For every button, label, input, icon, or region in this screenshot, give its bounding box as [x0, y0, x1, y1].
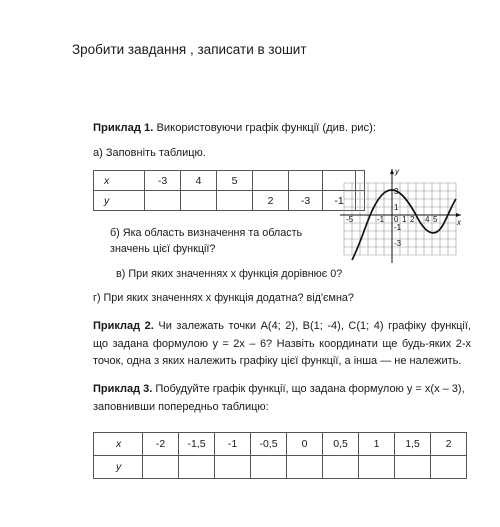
- table-x-label: x: [94, 433, 143, 456]
- table-cell: [253, 171, 289, 191]
- tick-label: -3: [394, 239, 402, 248]
- table-cell: 0,5: [323, 433, 359, 456]
- table-cell: 5: [217, 171, 253, 191]
- table-cell: [289, 171, 323, 191]
- example-1-part-b: б) Яка область визначення та область значень цієї функції?: [110, 227, 303, 255]
- example-1-part-v: в) При яких значеннях x функція дорівнює 0?: [116, 268, 343, 280]
- tick-label: -1: [394, 223, 402, 232]
- table-cell: 1,5: [395, 433, 431, 456]
- table-cell: -1,5: [179, 433, 215, 456]
- table-cell: -3: [145, 171, 181, 191]
- table-y-label: y: [94, 191, 145, 211]
- table-cell: [395, 456, 431, 479]
- table-cell: 0: [287, 433, 323, 456]
- page-header: Зробити завдання , записати в зошит: [72, 42, 307, 57]
- table-cell: -0,5: [251, 433, 287, 456]
- example-3: [93, 381, 471, 416]
- table-cell: [181, 191, 217, 211]
- tick-label: 1: [394, 203, 399, 212]
- tick-label: 1: [402, 215, 407, 224]
- table-cell: 2: [253, 191, 289, 211]
- y-axis-label: y: [395, 167, 399, 176]
- tick-label: -1: [377, 215, 385, 224]
- table-x-label: x: [94, 171, 145, 191]
- function-graph: [340, 165, 462, 265]
- tick-label: -5: [346, 215, 354, 224]
- example-1-text: Використовуючи графік функції (див. рис):: [153, 122, 376, 134]
- example-3-table: [93, 432, 467, 479]
- table-cell: 4: [181, 171, 217, 191]
- table-cell: [251, 456, 287, 479]
- table-cell: [323, 456, 359, 479]
- tick-label: 5: [433, 215, 438, 224]
- tick-label: 3: [394, 187, 399, 196]
- table-y-label: y: [94, 456, 143, 479]
- table-cell: -3: [289, 191, 323, 211]
- x-axis-arrow: [456, 213, 461, 217]
- example-2: [93, 318, 471, 371]
- example-3-label: Приклад 3.: [93, 383, 153, 395]
- table-cell: [215, 456, 251, 479]
- example-1-table: [93, 170, 365, 211]
- example-1-part-g: г) При яких значеннях x функція додатна? від'ємна?: [93, 292, 354, 304]
- table-cell: 2: [431, 433, 467, 456]
- table-cell: [431, 456, 467, 479]
- table-cell: [145, 191, 181, 211]
- table-row: [94, 171, 365, 191]
- example-1-title: [93, 122, 376, 134]
- table-cell: -1: [215, 433, 251, 456]
- table-cell: 1: [359, 433, 395, 456]
- table-cell: -1: [323, 191, 356, 211]
- example-2-text: Чи залежать точки A(4; 2), B(1; -4), C(1; 4) графіку функції, що задана формулою y = 2x – 6? Назвіть координати ще будь-яких 2-х точок, одна з яких належить графіку цієї функції, а інша — не належить.: [93, 320, 471, 367]
- tick-label: 4: [425, 215, 430, 224]
- table-row: [94, 433, 467, 456]
- table-cell: [359, 456, 395, 479]
- table-row: [94, 456, 467, 479]
- table-cell: [179, 456, 215, 479]
- table-cell: -2: [143, 433, 179, 456]
- x-axis-label: x: [457, 218, 461, 227]
- table-cell: [287, 456, 323, 479]
- table-cell: [217, 191, 253, 211]
- table-cell: [143, 456, 179, 479]
- tick-label: 0: [394, 215, 399, 224]
- example-3-text: Побудуйте графік функції, що задана формулою y = x(x – 3), заповнивши попередньо таблицю:: [93, 383, 465, 413]
- y-axis-arrow: [390, 169, 394, 174]
- example-1-part-a: а) Заповніть таблицю.: [93, 147, 206, 159]
- function-curve: [352, 190, 456, 260]
- example-2-label: Приклад 2.: [93, 320, 154, 332]
- table-row: [94, 191, 365, 211]
- tick-label: 2: [410, 215, 415, 224]
- example-1-label: Приклад 1.: [93, 122, 154, 134]
